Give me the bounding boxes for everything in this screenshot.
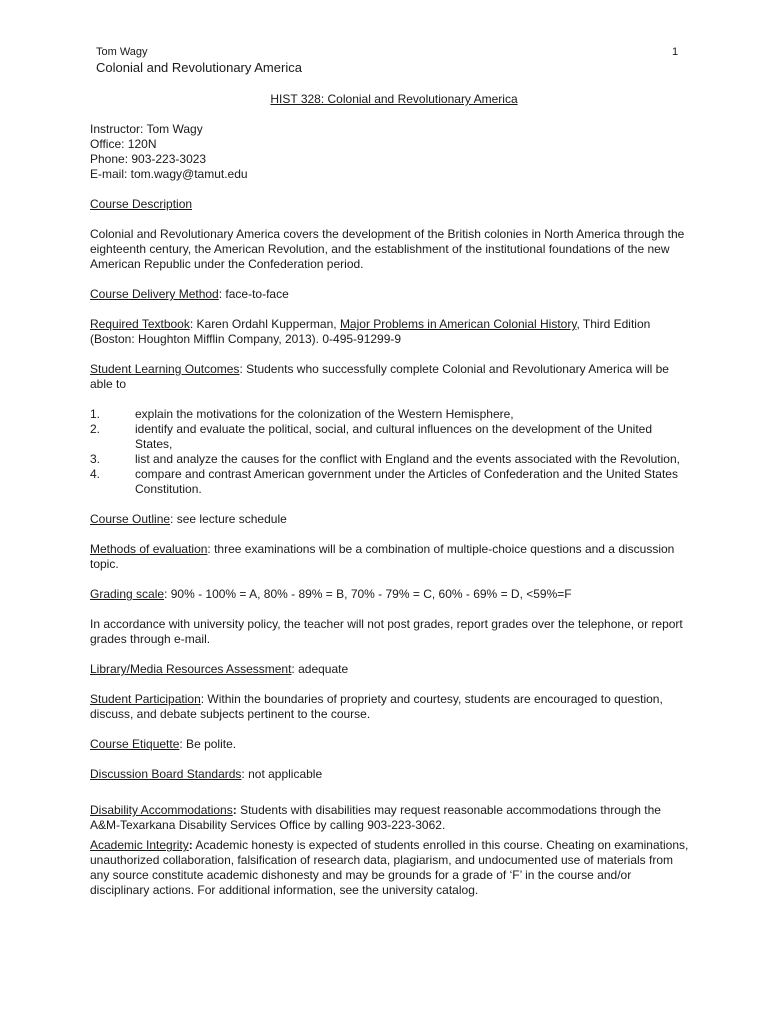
student-participation [90,692,690,722]
disability-label: Disability Accommodations [90,803,233,817]
list-item-text: compare and contrast American government under the Articles of Confederation and the United States Constitution. [135,467,678,496]
list-item [90,467,690,497]
methods-of-evaluation [90,542,690,572]
academic-integrity [90,838,690,898]
course-outline [90,512,690,527]
list-item-text: list and analyze the causes for the conflict with England and the events associated with the Revolution, [135,452,680,466]
list-item-text: identify and evaluate the political, social, and cultural influences on the development of the United States, [135,422,652,451]
list-item [90,422,690,452]
phone-line: Phone: 903-223-3023 [90,152,207,166]
textbook-author: : Karen Ordahl Kupperman, [189,317,340,331]
learning-outcomes-label: Student Learning Outcomes [90,362,240,376]
course-description-text: Colonial and Revolutionary America covers the development of the British colonies in North America through the eighteenth century, the American Revolution, and the establishment of the institutional foundations of the new American Republic under the Confederation period. [90,227,685,271]
course-outline-value: : see lecture schedule [170,512,287,526]
course-outline-label: Course Outline [90,512,171,526]
participation-value: : Within the boundaries of propriety and courtesy, students are encouraged to question, discuss, and debate subjects pertinent to the course. [90,692,663,721]
course-etiquette [90,737,690,752]
grading-label: Grading scale [90,587,165,601]
discussion-board-standards [90,767,690,782]
etiquette-value: : Be polite. [179,737,237,751]
disability-accommodations [90,803,690,833]
integrity-label: Academic Integrity [90,838,189,852]
header-course-name: Colonial and Revolutionary America [96,60,302,75]
email-line: E-mail: tom.wagy@tamut.edu [90,167,248,181]
etiquette-label: Course Etiquette [90,737,180,751]
instructor-line: Instructor: Tom Wagy [90,122,203,136]
list-item [90,407,690,422]
delivery-method [90,287,690,302]
integrity-value: Academic honesty is expected of students enrolled in this course. Cheating on examinations, unauthorized collaboration, falsification of research data, plagiarism, and undocumented use of materials from any source constitute academic dishonesty and may be grounds for a grade of ‘F’ in the course and/or disciplinary actions. For additional information, see the university catalog. [90,838,689,897]
library-value: : adequate [291,662,349,676]
grading-scale [90,587,690,602]
disability-colon: : [232,803,237,817]
library-label: Library/Media Resources Assessment [90,662,292,676]
delivery-method-value: : face-to-face [218,287,289,301]
list-item [90,452,690,467]
learning-outcomes-text: : Students who successfully complete Colonial and Revolutionary America will be able to [90,362,669,391]
textbook-details: , Third Edition (Boston: Houghton Mifflin Company, 2013). 0-495-91299-9 [90,317,651,346]
discussion-value: : not applicable [241,767,323,781]
learning-outcomes-intro [90,362,690,392]
document-title: HIST 328: Colonial and Revolutionary America [270,92,518,106]
evaluation-value: : three examinations will be a combination of multiple-choice questions and a discussion topic. [90,542,675,571]
list-item-number: 3. [90,452,101,466]
integrity-colon: : [188,838,193,852]
required-textbook [90,317,690,347]
delivery-method-label: Course Delivery Method [90,287,219,301]
list-item-number: 2. [90,422,101,436]
textbook-title: Major Problems in American Colonial History [339,317,577,331]
textbook-label: Required Textbook [90,317,190,331]
evaluation-label: Methods of evaluation [90,542,208,556]
learning-outcomes-list [90,407,690,497]
discussion-label: Discussion Board Standards [90,767,242,781]
library-assessment [90,662,690,677]
list-item-number: 1. [90,407,101,421]
course-description-heading: Course Description [90,197,193,211]
disability-value: Students with disabilities may request reasonable accommodations through the A&M-Texarkana Disability Services Office by calling 903-223-3062. [90,803,661,832]
grade-policy-text: In accordance with university policy, the teacher will not post grades, report grades over the telephone, or report grades through e-mail. [90,617,683,646]
participation-label: Student Participation [90,692,201,706]
document-body [90,92,690,898]
contact-block [90,122,690,182]
grading-value: : 90% - 100% = A, 80% - 89% = B, 70% - 79% = C, 60% - 69% = D, <59%=F [164,587,572,601]
page-number: 1 [672,46,679,58]
list-item-number: 4. [90,467,101,481]
office-line: Office: 120N [90,137,157,151]
list-item-text: explain the motivations for the colonization of the Western Hemisphere, [135,407,514,421]
header-author: Tom Wagy [96,46,148,58]
